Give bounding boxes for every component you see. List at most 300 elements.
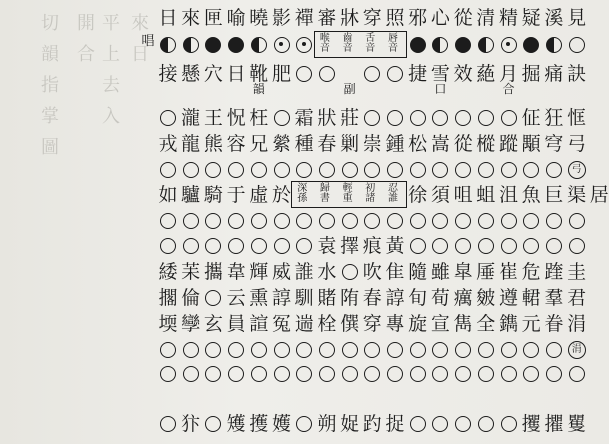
empty-circle-icon <box>387 366 403 382</box>
cell-char: 輑 <box>521 287 541 309</box>
empty-circle-icon <box>432 162 448 178</box>
table-row <box>156 412 588 436</box>
empty-circle-mark <box>201 338 225 362</box>
empty-circle-mark <box>360 158 384 182</box>
empty-circle-mark <box>201 286 225 310</box>
cell-char: 員 <box>226 313 246 335</box>
empty-circle-mark <box>247 338 271 362</box>
table-cell-char <box>156 260 180 284</box>
annotation-word <box>296 184 308 204</box>
empty-circle-mark <box>156 338 180 362</box>
table-row <box>156 286 588 310</box>
empty-circle-mark <box>497 234 521 258</box>
full-circle-mark <box>224 33 248 57</box>
cell-char: 堧 <box>158 313 178 335</box>
empty-circle-icon <box>364 213 380 229</box>
empty-circle-mark <box>179 209 203 233</box>
empty-circle-icon <box>342 162 358 178</box>
empty-circle-icon <box>205 290 221 306</box>
table-cell-char <box>519 286 543 310</box>
table-cell-char <box>474 286 498 310</box>
empty-circle-mark <box>315 362 339 386</box>
half-filled-circle-icon <box>183 37 199 53</box>
cell-char: 樅 <box>476 133 496 155</box>
annotation-char: 音 <box>319 43 330 54</box>
empty-circle-icon <box>183 238 199 254</box>
half-circle-mark <box>428 33 452 57</box>
cell-annotation: 合 <box>502 82 515 96</box>
cell-char: 戎 <box>158 133 178 155</box>
table-cell-char <box>338 234 362 258</box>
cell-char: 匣 <box>203 7 223 29</box>
empty-circle-mark <box>428 362 452 386</box>
empty-circle-icon <box>274 213 290 229</box>
cell-char: 雪 <box>430 63 450 85</box>
empty-circle-icon <box>569 238 585 254</box>
cell-char: 荀 <box>430 287 450 309</box>
cell-char: 雋 <box>453 313 473 335</box>
cell-char: 緌 <box>158 261 178 283</box>
empty-circle-mark <box>179 338 203 362</box>
cell-char: 熏 <box>249 287 269 309</box>
table-cell-char <box>247 6 271 30</box>
table-cell-char <box>224 286 248 310</box>
table-cell-char <box>179 312 203 336</box>
table-cell-char <box>224 312 248 336</box>
table-cell-char <box>497 132 521 156</box>
empty-circle-mark <box>270 106 294 130</box>
table-cell-char <box>315 106 339 130</box>
cell-char: 從 <box>453 133 473 155</box>
cell-char: 溪 <box>544 7 564 29</box>
full-circle-mark <box>451 33 475 57</box>
table-cell-char <box>519 6 543 30</box>
empty-circle-icon <box>501 213 517 229</box>
empty-circle-icon <box>160 366 176 382</box>
annotation-char: 喉 <box>319 33 330 44</box>
table-cell-char <box>292 106 316 130</box>
table-cell-char <box>360 260 384 284</box>
empty-circle-mark <box>519 209 543 233</box>
empty-circle-icon <box>296 342 312 358</box>
table-cell-char <box>542 260 566 284</box>
cell-char: 影 <box>271 7 291 29</box>
cell-char: 崇 <box>362 133 382 155</box>
cell-char: 嵩 <box>430 133 450 155</box>
empty-circle-mark <box>360 62 384 86</box>
empty-circle-mark <box>406 338 430 362</box>
annotation-char: 音 <box>387 43 398 54</box>
table-cell-char <box>156 312 180 336</box>
table-cell-char <box>428 260 452 284</box>
table-cell-char <box>179 62 203 86</box>
cell-char: 日 <box>158 7 178 29</box>
empty-circle-mark <box>565 209 589 233</box>
empty-circle-icon <box>205 366 221 382</box>
cell-char: 于 <box>226 184 246 206</box>
empty-circle-mark <box>542 362 566 386</box>
cell-char: 鍾 <box>385 133 405 155</box>
empty-circle-mark <box>383 106 407 130</box>
table-cell-char <box>338 286 362 310</box>
empty-circle-mark <box>451 338 475 362</box>
empty-circle-icon <box>410 366 426 382</box>
empty-circle-icon <box>501 342 517 358</box>
empty-circle-icon <box>205 238 221 254</box>
cell-char: 枉 <box>249 107 269 129</box>
empty-circle-icon <box>387 110 403 126</box>
empty-circle-icon <box>251 213 267 229</box>
table-cell-char <box>497 260 521 284</box>
table-cell-char <box>383 312 407 336</box>
table-cell-char <box>428 62 452 96</box>
cell-char: 痕 <box>362 235 382 257</box>
table-cell-char <box>565 6 589 30</box>
cell-char: 日 <box>226 63 246 85</box>
table-cell-char <box>247 62 271 96</box>
empty-circle-mark <box>406 209 430 233</box>
empty-circle-mark <box>428 158 452 182</box>
empty-circle-mark <box>315 209 339 233</box>
table-cell-char <box>428 286 452 310</box>
table-cell-char <box>428 6 452 30</box>
empty-circle-icon <box>455 238 471 254</box>
table-cell-char <box>224 260 248 284</box>
table-cell-char <box>565 62 589 86</box>
cell-char: 瀧 <box>181 107 201 129</box>
cell-char: 於 <box>271 184 291 206</box>
empty-circle-icon <box>160 238 176 254</box>
table-cell-char <box>519 183 543 207</box>
empty-circle-icon <box>387 66 403 82</box>
empty-circle-icon <box>523 366 539 382</box>
cell-char: 朔 <box>317 413 337 435</box>
table-cell-char <box>247 412 271 436</box>
cell-char: 春 <box>317 133 337 155</box>
table-cell-char <box>451 6 475 30</box>
table-cell-char <box>542 6 566 30</box>
cell-char: 專 <box>385 313 405 335</box>
half-circle-mark <box>156 33 180 57</box>
empty-circle-icon <box>501 366 517 382</box>
table-row <box>156 312 588 336</box>
table-cell-char <box>497 6 521 30</box>
table-cell-char <box>247 286 271 310</box>
dot-circle-mark <box>292 33 316 57</box>
empty-circle-mark <box>360 209 384 233</box>
cell-char: 厜 <box>476 261 496 283</box>
annotation-char: 輕 <box>342 183 353 194</box>
table-cell-char <box>542 106 566 130</box>
empty-circle-icon <box>569 366 585 382</box>
table-cell-char <box>360 6 384 30</box>
cell-char: 恇 <box>567 107 587 129</box>
empty-circle-mark <box>156 412 180 436</box>
table-cell-char <box>406 260 430 284</box>
cell-char: 審 <box>317 7 337 29</box>
table-cell-char <box>270 312 294 336</box>
full-circle-mark <box>406 33 430 57</box>
table-cell-char <box>542 312 566 336</box>
empty-circle-mark <box>497 362 521 386</box>
dotted-circle-icon <box>274 37 290 53</box>
table-cell-char <box>224 183 248 207</box>
empty-circle-mark <box>338 362 362 386</box>
table-cell-char <box>179 132 203 156</box>
annotation-char: 齒 <box>342 33 353 44</box>
empty-circle-mark <box>338 209 362 233</box>
table-cell-char <box>156 62 180 86</box>
empty-circle-icon <box>432 366 448 382</box>
cell-char: 倫 <box>181 287 201 309</box>
empty-circle-mark <box>315 62 339 86</box>
annotation-char: 書 <box>319 193 330 204</box>
empty-circle-mark <box>428 106 452 130</box>
empty-circle-icon <box>228 162 244 178</box>
cell-char: 癘 <box>453 287 473 309</box>
cell-char: 遄 <box>294 313 314 335</box>
empty-circle-icon <box>455 342 471 358</box>
empty-circle-mark <box>474 106 498 130</box>
empty-circle-mark <box>451 362 475 386</box>
table-cell-char <box>383 412 407 436</box>
cell-char: 邪 <box>408 7 428 29</box>
empty-circle-icon <box>410 110 426 126</box>
table-cell-char <box>474 183 498 207</box>
table-cell-char <box>179 286 203 310</box>
cell-char: 孿 <box>181 313 201 335</box>
empty-circle-mark <box>201 412 225 436</box>
empty-circle-mark <box>474 412 498 436</box>
table-cell-char <box>292 132 316 156</box>
half-circle-mark <box>474 33 498 57</box>
empty-circle-mark <box>474 234 498 258</box>
empty-circle-mark <box>383 209 407 233</box>
empty-circle-mark <box>360 362 384 386</box>
cell-char: 接 <box>158 63 178 85</box>
empty-circle-icon <box>432 342 448 358</box>
table-cell-char <box>565 132 589 156</box>
empty-circle-mark <box>360 338 384 362</box>
empty-circle-icon <box>160 162 176 178</box>
empty-circle-icon <box>455 416 471 432</box>
table-row <box>156 132 588 156</box>
annotation-char: 忍 <box>387 183 398 194</box>
empty-circle-icon <box>387 162 403 178</box>
table-cell-char <box>179 106 203 130</box>
empty-circle-icon <box>342 366 358 382</box>
annotation-char: 歸 <box>319 183 330 194</box>
empty-circle-mark <box>156 158 180 182</box>
table-cell-char <box>292 312 316 336</box>
cell-char: 喻 <box>226 7 246 29</box>
table-cell-char <box>338 6 362 30</box>
table-cell-char <box>201 132 225 156</box>
cell-char: 犿 <box>181 413 201 435</box>
cell-char: 掘 <box>521 63 541 85</box>
cell-char: 熊 <box>203 133 223 155</box>
table-cell-char <box>406 132 430 156</box>
cell-char: 攜 <box>203 261 223 283</box>
empty-circle-icon <box>296 416 312 432</box>
cell-char: 旬 <box>408 287 428 309</box>
empty-circle-icon <box>274 110 290 126</box>
half-circle-mark <box>179 33 203 57</box>
table-cell-char <box>270 412 294 436</box>
cell-char: 雖 <box>430 261 450 283</box>
empty-circle-mark <box>179 158 203 182</box>
empty-circle-mark <box>451 158 475 182</box>
annotation-word <box>364 34 376 54</box>
empty-circle-icon <box>274 366 290 382</box>
cell-char: 眷 <box>544 313 564 335</box>
half-filled-circle-icon <box>251 37 267 53</box>
dot-circle-mark <box>270 33 294 57</box>
empty-circle-mark <box>179 234 203 258</box>
cell-char: 苿 <box>181 261 201 283</box>
cell-char: 隨 <box>408 261 428 283</box>
empty-circle-mark <box>315 158 339 182</box>
table-cell-char <box>565 183 589 207</box>
table-cell-char <box>338 132 362 156</box>
table-cell-char <box>179 183 203 207</box>
table-cell-char <box>565 412 589 436</box>
cell-char: 蕝 <box>476 63 496 85</box>
cell-char: 龍 <box>181 133 201 155</box>
rhyme-table <box>156 6 609 438</box>
table-cell-char <box>338 106 362 130</box>
empty-circle-icon <box>228 366 244 382</box>
ringed-char: 涓 <box>568 341 586 359</box>
table-cell-char <box>270 62 294 86</box>
empty-circle-mark <box>565 33 589 57</box>
cell-char: 諄 <box>271 287 291 309</box>
empty-circle-icon <box>478 238 494 254</box>
empty-circle-mark <box>156 362 180 386</box>
cell-char: 崔 <box>498 261 518 283</box>
annotation-word <box>387 34 399 54</box>
annotation-char: 音 <box>342 43 353 54</box>
table-cell-char <box>474 132 498 156</box>
empty-circle-mark <box>224 362 248 386</box>
cell-char: 穹 <box>544 133 564 155</box>
side-label: 唱 <box>141 34 155 49</box>
cell-char: 韋 <box>226 261 246 283</box>
cell-char: 疑 <box>521 7 541 29</box>
cell-char: 㩴 <box>544 413 564 435</box>
table-row <box>156 158 588 182</box>
empty-circle-mark <box>406 412 430 436</box>
empty-circle-mark <box>292 234 316 258</box>
table-cell-char <box>474 260 498 284</box>
cell-char: 捷 <box>408 63 428 85</box>
cell-char: 云 <box>226 287 246 309</box>
dotted-circle-icon <box>296 37 312 53</box>
table-cell-char <box>519 62 543 86</box>
empty-circle-mark <box>270 362 294 386</box>
cell-char: 須 <box>430 184 450 206</box>
empty-circle-icon <box>523 238 539 254</box>
table-cell-char <box>201 62 225 86</box>
annotation-word <box>342 184 354 204</box>
annotation-word <box>364 184 376 204</box>
empty-circle-icon <box>274 162 290 178</box>
cell-char: 賭 <box>317 287 337 309</box>
empty-circle-icon <box>501 110 517 126</box>
cell-char: 危 <box>521 261 541 283</box>
full-circle-mark <box>201 33 225 57</box>
empty-circle-mark <box>519 158 543 182</box>
empty-circle-mark <box>542 158 566 182</box>
table-cell-char <box>360 286 384 310</box>
empty-circle-icon <box>523 162 539 178</box>
cell-char: 清 <box>476 7 496 29</box>
cell-char: 君 <box>567 287 587 309</box>
empty-circle-icon <box>387 213 403 229</box>
cell-char: 巨 <box>544 184 564 206</box>
empty-circle-mark <box>338 260 362 284</box>
empty-circle-icon <box>160 213 176 229</box>
empty-circle-icon <box>410 416 426 432</box>
empty-circle-mark <box>383 62 407 86</box>
empty-circle-icon <box>546 342 562 358</box>
cell-char: 容 <box>226 133 246 155</box>
empty-circle-mark <box>247 362 271 386</box>
empty-circle-icon <box>478 342 494 358</box>
cell-char: 栓 <box>317 313 337 335</box>
empty-circle-icon <box>501 238 517 254</box>
empty-circle-mark <box>428 209 452 233</box>
table-cell-char <box>451 312 475 336</box>
table-cell-char <box>383 260 407 284</box>
empty-circle-mark <box>406 234 430 258</box>
table-cell-char <box>542 132 566 156</box>
table-cell-char <box>270 260 294 284</box>
cell-char: 捉 <box>385 413 405 435</box>
annotation-word <box>319 184 331 204</box>
table-cell-char <box>338 312 362 336</box>
half-filled-circle-icon <box>546 37 562 53</box>
table-row <box>156 260 588 284</box>
empty-circle-mark <box>519 234 543 258</box>
empty-circle-mark <box>497 338 521 362</box>
empty-circle-mark <box>292 412 316 436</box>
bleed-through-column-2: 開合 <box>77 13 95 65</box>
table-cell-char <box>270 6 294 30</box>
cell-char: 蹤 <box>498 133 518 155</box>
empty-circle-icon <box>432 416 448 432</box>
empty-circle-icon <box>228 238 244 254</box>
cell-char: 春 <box>362 287 382 309</box>
half-filled-circle-icon <box>432 37 448 53</box>
table-cell-char <box>383 234 407 258</box>
table-row <box>156 338 588 362</box>
table-cell-char <box>315 412 339 436</box>
empty-circle-icon <box>205 213 221 229</box>
empty-circle-icon <box>478 162 494 178</box>
cell-char: 僎 <box>340 313 360 335</box>
table-row <box>156 209 588 233</box>
table-cell-char <box>428 312 452 336</box>
cell-char: 效 <box>453 63 473 85</box>
table-cell-char <box>406 312 430 336</box>
cell-annotation: 口 <box>434 82 447 96</box>
annotation-word <box>319 34 331 54</box>
cell-char: 訣 <box>567 63 587 85</box>
table-cell-char <box>451 260 475 284</box>
filled-circle-icon <box>410 37 426 53</box>
table-cell-char <box>519 260 543 284</box>
